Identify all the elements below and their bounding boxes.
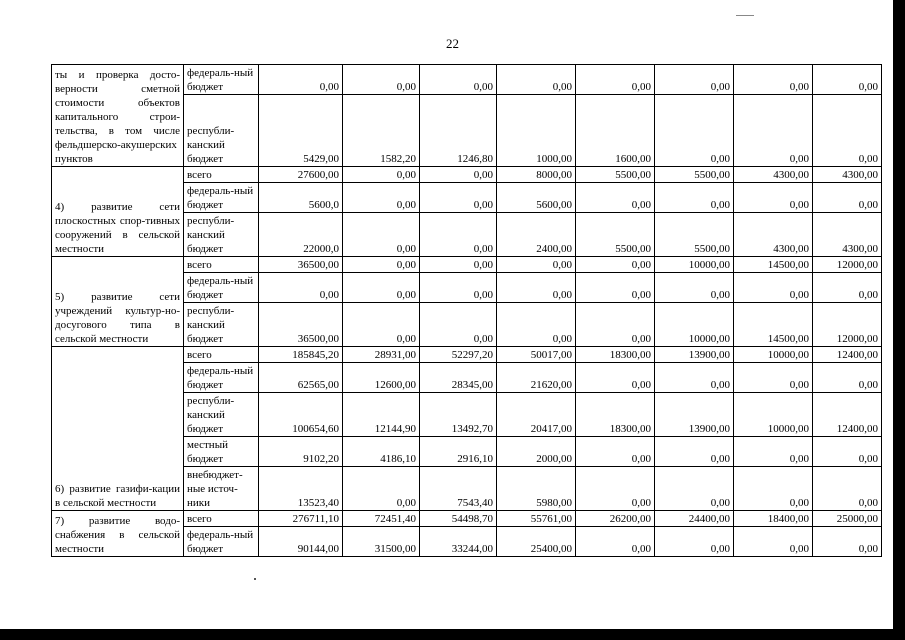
amount-cell: 13523,40 <box>259 467 343 511</box>
amount-cell: 14500,00 <box>734 257 813 273</box>
funding-source: всего <box>184 167 259 183</box>
amount-cell: 13492,70 <box>420 393 497 437</box>
scan-dot <box>254 578 256 580</box>
scan-mark <box>736 15 754 16</box>
amount-cell: 0,00 <box>734 363 813 393</box>
funding-source: республи-канский бюджет <box>184 303 259 347</box>
amount-cell: 20417,00 <box>497 393 576 437</box>
amount-cell: 0,00 <box>655 95 734 167</box>
amount-cell: 5429,00 <box>259 95 343 167</box>
amount-cell: 0,00 <box>734 65 813 95</box>
amount-cell: 28345,00 <box>420 363 497 393</box>
amount-cell: 52297,20 <box>420 347 497 363</box>
amount-cell: 55761,00 <box>497 511 576 527</box>
funding-source: внебюджет-ные источ-ники <box>184 467 259 511</box>
budget-table <box>51 64 882 557</box>
funding-source: федераль-ный бюджет <box>184 65 259 95</box>
amount-cell: 13900,00 <box>655 347 734 363</box>
amount-cell: 4186,10 <box>343 437 420 467</box>
amount-cell: 0,00 <box>343 167 420 183</box>
funding-source: республи-канский бюджет <box>184 393 259 437</box>
amount-cell: 4300,00 <box>734 213 813 257</box>
funding-source: местный бюджет <box>184 437 259 467</box>
amount-cell: 4300,00 <box>734 167 813 183</box>
amount-cell: 0,00 <box>655 467 734 511</box>
amount-cell: 0,00 <box>813 437 882 467</box>
section-name: 5) развитие сети учреждений культур-но-досугового типа в сельской местности <box>52 257 184 347</box>
amount-cell: 0,00 <box>655 273 734 303</box>
funding-source: федераль-ный бюджет <box>184 273 259 303</box>
amount-cell: 100654,60 <box>259 393 343 437</box>
amount-cell: 10000,00 <box>734 393 813 437</box>
amount-cell: 10000,00 <box>734 347 813 363</box>
amount-cell: 0,00 <box>813 65 882 95</box>
amount-cell: 0,00 <box>655 527 734 557</box>
amount-cell: 0,00 <box>576 65 655 95</box>
amount-cell: 0,00 <box>734 527 813 557</box>
amount-cell: 0,00 <box>655 363 734 393</box>
amount-cell: 0,00 <box>813 95 882 167</box>
amount-cell: 0,00 <box>813 273 882 303</box>
amount-cell: 13900,00 <box>655 393 734 437</box>
amount-cell: 0,00 <box>655 183 734 213</box>
amount-cell: 72451,40 <box>343 511 420 527</box>
amount-cell: 24400,00 <box>655 511 734 527</box>
amount-cell: 0,00 <box>343 257 420 273</box>
amount-cell: 1246,80 <box>420 95 497 167</box>
amount-cell: 5500,00 <box>655 167 734 183</box>
funding-source: всего <box>184 511 259 527</box>
amount-cell: 33244,00 <box>420 527 497 557</box>
amount-cell: 0,00 <box>734 95 813 167</box>
amount-cell: 62565,00 <box>259 363 343 393</box>
amount-cell: 5980,00 <box>497 467 576 511</box>
amount-cell: 9102,20 <box>259 437 343 467</box>
amount-cell: 0,00 <box>497 273 576 303</box>
funding-source: федераль-ный бюджет <box>184 363 259 393</box>
amount-cell: 185845,20 <box>259 347 343 363</box>
amount-cell: 0,00 <box>420 167 497 183</box>
amount-cell: 0,00 <box>497 65 576 95</box>
amount-cell: 0,00 <box>576 273 655 303</box>
amount-cell: 0,00 <box>734 437 813 467</box>
amount-cell: 36500,00 <box>259 257 343 273</box>
amount-cell: 0,00 <box>576 467 655 511</box>
amount-cell: 18400,00 <box>734 511 813 527</box>
amount-cell: 5600,00 <box>497 183 576 213</box>
amount-cell: 2916,10 <box>420 437 497 467</box>
amount-cell: 18300,00 <box>576 347 655 363</box>
amount-cell: 12000,00 <box>813 257 882 273</box>
section-name: ты и проверка досто-верности сметной стоимости объектов капитального строи-тельства, в том числе фельдшерско-акушерских пунктов <box>52 65 184 167</box>
amount-cell: 0,00 <box>343 273 420 303</box>
amount-cell: 90144,00 <box>259 527 343 557</box>
amount-cell: 0,00 <box>343 65 420 95</box>
table-row <box>52 347 882 363</box>
scan-edge-right <box>893 0 905 640</box>
amount-cell: 0,00 <box>576 303 655 347</box>
table-row <box>52 511 882 527</box>
funding-source: федераль-ный бюджет <box>184 183 259 213</box>
amount-cell: 0,00 <box>734 183 813 213</box>
amount-cell: 5500,00 <box>655 213 734 257</box>
funding-source: республи-канский бюджет <box>184 95 259 167</box>
amount-cell: 0,00 <box>813 363 882 393</box>
amount-cell: 14500,00 <box>734 303 813 347</box>
amount-cell: 25400,00 <box>497 527 576 557</box>
amount-cell: 0,00 <box>343 213 420 257</box>
amount-cell: 2000,00 <box>497 437 576 467</box>
amount-cell: 21620,00 <box>497 363 576 393</box>
amount-cell: 0,00 <box>420 273 497 303</box>
funding-source: всего <box>184 347 259 363</box>
section-name: 4) развитие сети плоскостных спор-тивных сооружений в сельской местности <box>52 167 184 257</box>
amount-cell: 1582,20 <box>343 95 420 167</box>
amount-cell: 4300,00 <box>813 213 882 257</box>
amount-cell: 12400,00 <box>813 347 882 363</box>
amount-cell: 0,00 <box>734 273 813 303</box>
amount-cell: 28931,00 <box>343 347 420 363</box>
amount-cell: 0,00 <box>343 303 420 347</box>
amount-cell: 0,00 <box>420 213 497 257</box>
amount-cell: 0,00 <box>813 527 882 557</box>
scan-edge-bottom <box>0 629 905 640</box>
amount-cell: 26200,00 <box>576 511 655 527</box>
amount-cell: 0,00 <box>343 467 420 511</box>
amount-cell: 1000,00 <box>497 95 576 167</box>
amount-cell: 0,00 <box>259 65 343 95</box>
amount-cell: 0,00 <box>576 527 655 557</box>
amount-cell: 50017,00 <box>497 347 576 363</box>
amount-cell: 1600,00 <box>576 95 655 167</box>
funding-source: всего <box>184 257 259 273</box>
amount-cell: 31500,00 <box>343 527 420 557</box>
page-number: 22 <box>446 36 459 51</box>
amount-cell: 25000,00 <box>813 511 882 527</box>
table-row <box>52 167 882 183</box>
amount-cell: 0,00 <box>259 273 343 303</box>
amount-cell: 4300,00 <box>813 167 882 183</box>
table-row <box>52 65 882 95</box>
amount-cell: 12144,90 <box>343 393 420 437</box>
amount-cell: 5600,0 <box>259 183 343 213</box>
section-name: 6) развитие газифи-кации в сельской местности <box>52 347 184 511</box>
section-name: 7) развитие водо-снабжения в сельской местности <box>52 511 184 557</box>
amount-cell: 0,00 <box>813 183 882 213</box>
amount-cell: 276711,10 <box>259 511 343 527</box>
funding-source: федераль-ный бюджет <box>184 527 259 557</box>
amount-cell: 0,00 <box>420 257 497 273</box>
amount-cell: 0,00 <box>655 65 734 95</box>
amount-cell: 18300,00 <box>576 393 655 437</box>
amount-cell: 5500,00 <box>576 167 655 183</box>
amount-cell: 12000,00 <box>813 303 882 347</box>
amount-cell: 54498,70 <box>420 511 497 527</box>
amount-cell: 12600,00 <box>343 363 420 393</box>
amount-cell: 0,00 <box>576 437 655 467</box>
amount-cell: 0,00 <box>497 303 576 347</box>
amount-cell: 0,00 <box>655 437 734 467</box>
amount-cell: 12400,00 <box>813 393 882 437</box>
amount-cell: 0,00 <box>576 257 655 273</box>
amount-cell: 36500,00 <box>259 303 343 347</box>
amount-cell: 10000,00 <box>655 303 734 347</box>
amount-cell: 0,00 <box>420 183 497 213</box>
amount-cell: 8000,00 <box>497 167 576 183</box>
amount-cell: 22000,0 <box>259 213 343 257</box>
amount-cell: 0,00 <box>497 257 576 273</box>
amount-cell: 27600,00 <box>259 167 343 183</box>
amount-cell: 0,00 <box>576 183 655 213</box>
amount-cell: 0,00 <box>420 65 497 95</box>
amount-cell: 0,00 <box>734 467 813 511</box>
amount-cell: 0,00 <box>420 303 497 347</box>
amount-cell: 2400,00 <box>497 213 576 257</box>
table-row <box>52 257 882 273</box>
funding-source: республи-канский бюджет <box>184 213 259 257</box>
amount-cell: 0,00 <box>576 363 655 393</box>
amount-cell: 10000,00 <box>655 257 734 273</box>
amount-cell: 0,00 <box>343 183 420 213</box>
amount-cell: 7543,40 <box>420 467 497 511</box>
amount-cell: 0,00 <box>813 467 882 511</box>
amount-cell: 5500,00 <box>576 213 655 257</box>
